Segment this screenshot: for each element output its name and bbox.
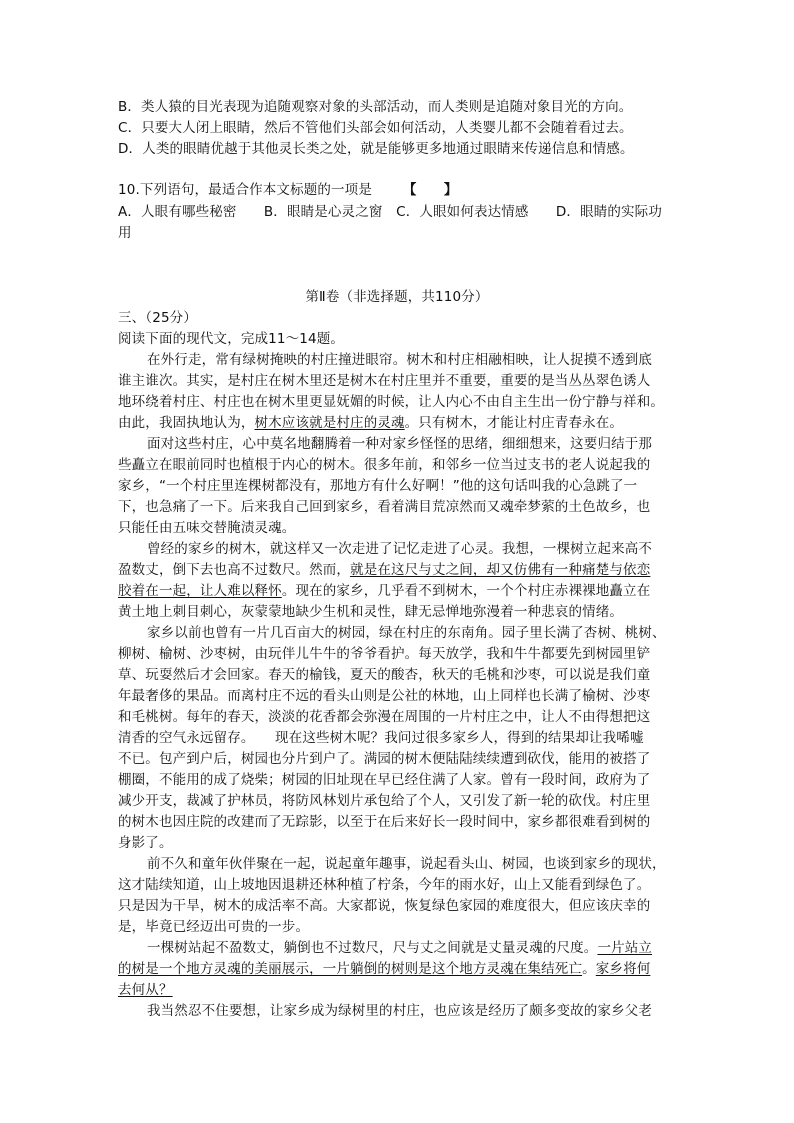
passage-line: 是，毕竟已经迈出可贵的一步。	[118, 919, 310, 935]
passage-line: 棚圈，不能用的成了烧柴；树园的旧址现在早已经住满了人家。曾有一段时间，政府为了	[118, 772, 651, 788]
underlined-sentence: 去何从？	[118, 982, 173, 998]
passage-line: 面对这些村庄，心中莫名地翻腾着一种对家乡怪怪的思绪，细细想来，这要归结于那	[147, 436, 653, 452]
passage-line: 由此，我固执地认为，树木应该就是村庄的灵魂。只有树木，才能让村庄青春永在。	[118, 415, 624, 431]
section-part: 三、（25分）	[118, 310, 197, 326]
passage-line: 一棵树站起不盈数丈，躺倒也不过数尺，尺与丈之间就是丈量灵魂的尺度。一片站立	[147, 940, 653, 956]
passage-line: 身影了。	[118, 835, 173, 851]
underlined-sentence: 就是在这尺与丈之间，却又仿佛有一种痛楚与依恋	[350, 562, 651, 578]
question-10-options: A．人眼有哪些秘密 B．眼睛是心灵之窗 C．人眼如何表达情感 D．眼睛的实际功	[118, 204, 662, 220]
option-c: C．只要大人闭上眼睛，然后不管他们头部会如何活动，人类婴儿都不会随着看过去。	[118, 120, 633, 136]
passage-line: 我当然忍不住要想，让家乡成为绿树里的村庄，也应该是经历了颇多变故的家乡父老	[147, 1003, 653, 1019]
passage-line: 减少开支，裁减了护林员，将防风林划片承包给了个人，又引发了新一轮的砍伐。村庄里	[118, 793, 651, 809]
question-10-options-wrap: 用	[118, 225, 132, 241]
passage-line: 盈数丈，倒下去也高不过数尺。然而，就是在这尺与丈之间，却又仿佛有一种痛楚与依恋	[118, 562, 651, 578]
passage-line: 不已。包产到户后，树园也分片到户了。满园的树木便陆陆续续遭到砍伐，能用的被搭了	[118, 751, 651, 767]
passage-line: 的树是一个地方灵魂的美丽展示，一片躺倒的树则是这个地方灵魂在集结死亡。家乡将何	[118, 961, 651, 977]
passage-line: 清香的空气永远留存。 现在这些树木呢？我问过很多家乡人，得到的结果却让我唏嘘	[118, 730, 644, 746]
passage-line: 只能任由五味交替腌渍灵魂。	[118, 520, 296, 536]
passage-line: 前不久和童年伙伴聚在一起，说起童年趣事，说起看头山、树园，也谈到家乡的现状，	[147, 856, 666, 872]
option-b: B．类人猿的目光表现为追随观察对象的头部活动，而人类则是追随对象目光的方向。	[118, 99, 633, 115]
question-10	[118, 180, 458, 200]
reading-instruction: 阅读下面的现代文，完成11～14题。	[118, 331, 345, 347]
passage-line: 只是因为干旱，树木的成活率不高。大家都说，恢复绿色家园的难度很大，但应该庆幸的	[118, 898, 651, 914]
section-title: 第Ⅱ卷（非选择题，共110分）	[305, 289, 489, 305]
passage-line: 柳树、榆树、沙枣树，由玩伴儿牛牛的爷爷看护。每天放学，我和牛牛都要先到树园里铲	[118, 646, 651, 662]
passage-line: 这才陆续知道，山上坡地因退耕还林种植了柠条，今年的雨水好，山上又能看到绿色了。	[118, 877, 651, 893]
passage-line: 年最奢侈的果品。而离村庄不远的看头山则是公社的林地，山上同样也长满了榆树、沙枣	[118, 688, 651, 704]
passage-line: 家乡，“一个村庄里连棵树都没有，那地方有什么好啊！”他的这句话叫我的心急跳了一	[118, 478, 638, 494]
passage-line: 胶着在一起，让人难以释怀。现在的家乡，几乎看不到树木，一个个村庄赤裸裸地矗立在	[118, 583, 651, 599]
passage-line: 些矗立在眼前同时也植根于内心的树木。很多年前，和邻乡一位当过支书的老人说起我的	[118, 457, 651, 473]
underlined-sentence: 一片站立	[597, 940, 653, 956]
question-10-stem: 10.下列语句，最适合作本文标题的一项是	[118, 182, 372, 198]
underlined-sentence: 胶着在一起，让人难以释怀	[118, 583, 282, 599]
passage-line: 家乡以前也曾有一片几百亩大的树园，绿在村庄的东南角。园子里长满了杏树、桃树、	[147, 625, 666, 641]
passage-line	[118, 980, 173, 1000]
passage-line: 谁主谁次。其实，是村庄在树木里还是树木在村庄里并不重要，重要的是当丛丛翠色诱人	[118, 373, 651, 389]
passage-line: 在外行走，常有绿树掩映的村庄撞进眼帘。树木和村庄相融相映，让人捉摸不透到底	[147, 352, 653, 368]
passage-line: 草、玩耍然后才会回家。春天的榆钱，夏天的酸杏，秋天的毛桃和沙枣，可以说是我们童	[118, 667, 651, 683]
underlined-sentence: 家乡将何	[595, 961, 651, 977]
answer-bracket: 【 】	[402, 182, 458, 198]
underlined-sentence: 的树是一个地方灵魂的美丽展示，一片躺倒的树则是这个地方灵魂在集结死亡	[118, 961, 583, 977]
option-d: D．人类的眼睛优越于其他灵长类之处，就是能够更多地通过眼睛来传递信息和情感。	[118, 141, 634, 157]
passage-line: 曾经的家乡的树木，就这样又一次走进了记忆走进了心灵。我想，一棵树立起来高不	[147, 541, 653, 557]
passage-line: 黄土地上刺目刺心，灰蒙蒙地缺少生机和灵性，肆无忌惮地弥漫着一种悲哀的情绪。	[118, 604, 624, 620]
passage-line: 的树木也因庄院的改建而了无踪影，以至于在后来好长一段时间中，家乡都很难看到树的	[118, 814, 651, 830]
underlined-sentence: 树木应该就是村庄的灵魂	[254, 415, 405, 431]
passage-line: 下，也急痛了一下。后来我自己回到家乡，看着满目荒凉然而又魂牵梦萦的土色故乡，也	[118, 499, 651, 515]
passage-line: 地环绕着村庄、村庄也在树木里更显妩媚的时候，让人内心不由自主生出一份宁静与祥和。	[118, 394, 664, 410]
passage-line: 和毛桃树。每年的春天，淡淡的花香都会弥漫在周围的一片村庄之中，让人不由得想把这	[118, 709, 651, 725]
